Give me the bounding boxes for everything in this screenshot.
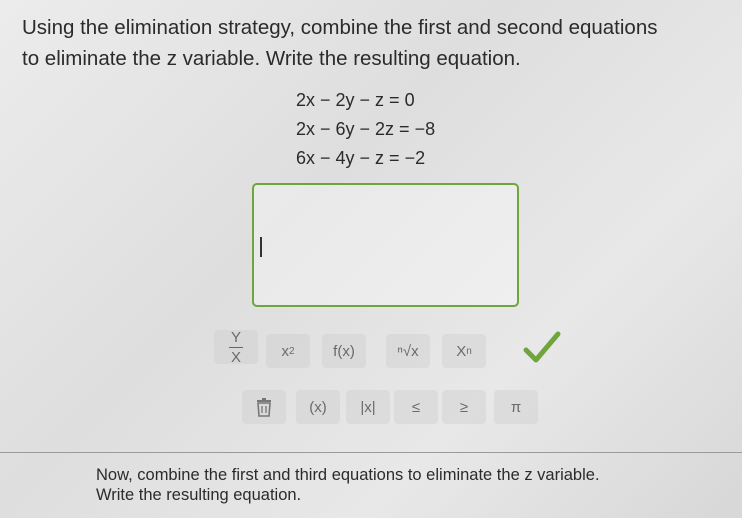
exponent-power: 2 <box>288 345 295 357</box>
absolute-value-label: |x| <box>360 398 376 416</box>
greater-equal-label: ≥ <box>459 398 469 416</box>
equation-2: 2x − 6y − 2z = −8 <box>296 119 436 139</box>
question-2-line-1: Now, combine the first and third equations to eliminate the z variable. <box>96 466 600 484</box>
exponent-button[interactable] <box>266 334 310 368</box>
fraction-button[interactable] <box>214 330 258 364</box>
question-line-1: Using the elimination strategy, combine the first and second equations <box>22 16 658 39</box>
question-2-line-2: Write the resulting equation. <box>96 486 302 504</box>
question-2-text <box>96 465 716 505</box>
equation-1: 2x − 2y − z = 0 <box>296 90 415 110</box>
text-cursor <box>260 237 262 257</box>
fraction-numerator: Y <box>230 328 241 346</box>
trash-icon[interactable] <box>242 390 286 424</box>
root-button[interactable] <box>386 334 430 368</box>
section-divider <box>0 452 742 453</box>
pi-button[interactable] <box>494 390 538 424</box>
parentheses-label: (x) <box>309 398 327 416</box>
function-label: f(x) <box>333 342 355 360</box>
question-line-2: to eliminate the z variable. Write the resulting equation. <box>22 47 521 70</box>
absolute-value-button[interactable] <box>346 390 390 424</box>
exponent-base: x <box>281 342 289 360</box>
fraction-denominator: X <box>230 348 241 366</box>
pi-label: π <box>510 398 522 416</box>
question-text <box>22 12 734 74</box>
greater-equal-button[interactable] <box>442 390 486 424</box>
subscript-base: X <box>456 342 467 360</box>
subscript-index: n <box>466 345 472 357</box>
checkmark-icon[interactable] <box>520 328 564 368</box>
less-equal-button[interactable] <box>394 390 438 424</box>
parentheses-button[interactable] <box>296 390 340 424</box>
subscript-button[interactable] <box>442 334 486 368</box>
less-equal-label: ≤ <box>411 398 421 416</box>
equation-3: 6x − 4y − z = −2 <box>296 148 426 168</box>
root-label: ⁿ√x <box>397 342 419 360</box>
answer-input[interactable] <box>252 183 519 307</box>
function-button[interactable] <box>322 334 366 368</box>
equation-system <box>296 86 435 173</box>
